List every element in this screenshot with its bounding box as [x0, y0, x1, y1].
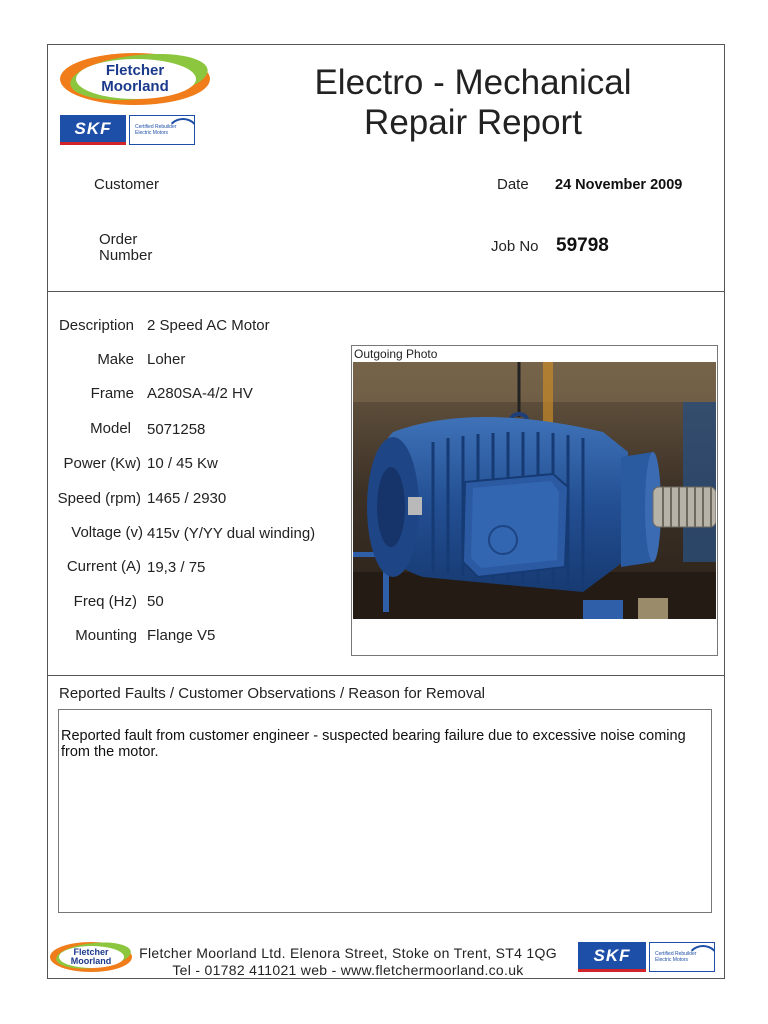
skf-cert-line2: Electric Motors: [135, 130, 169, 136]
footer-contact: Tel - 01782 411021 web - www.fletchermoorland.co.uk: [172, 962, 524, 978]
report-page: [47, 44, 725, 979]
spec-label-power: Power (Kw): [63, 455, 141, 472]
skf-mark: SKF: [60, 115, 126, 145]
faults-heading: Reported Faults / Customer Observations / Reason for Removal: [59, 685, 486, 702]
spec-value-model: 5071258: [147, 421, 206, 438]
skf-cert-badge: [129, 115, 195, 145]
header-divider: [48, 291, 724, 292]
faults-text: Reported fault from customer engineer - suspected bearing failure due to excessive noise coming from the motor.: [61, 728, 686, 760]
spec-divider: [48, 675, 724, 676]
spec-value-frame: A280SA-4/2 HV: [147, 385, 253, 402]
order-number-label: [99, 232, 152, 264]
spec-value-make: Loher: [147, 351, 186, 368]
footer-swoosh-icon: [686, 945, 715, 972]
footer-fm-line2: Moorland: [70, 956, 112, 966]
job-number-value: 59798: [556, 235, 609, 256]
date-value: 24 November 2009: [555, 177, 683, 193]
spec-label-make: Make: [97, 351, 134, 368]
swoosh-icon: [166, 118, 195, 145]
spec-value-description: 2 Speed AC Motor: [147, 317, 270, 334]
spec-label-mounting: Mounting: [75, 627, 137, 644]
spec-label-speed: Speed (rpm): [57, 490, 141, 507]
order-label-line2: Number: [99, 247, 153, 264]
spec-value-power: 10 / 45 Kw: [147, 455, 218, 472]
footer-skf-mark: SKF: [578, 942, 646, 972]
footer-skf-cert-badge: [649, 942, 715, 972]
spec-label-voltage: Voltage (v): [71, 524, 143, 541]
fm-logo-line2: Moorland: [101, 78, 169, 95]
spec-label-frame: Frame: [90, 385, 134, 402]
order-label-line1: Order: [99, 231, 138, 248]
report-title: [278, 63, 668, 143]
spec-value-current: 19,3 / 75: [147, 559, 206, 576]
fletcher-moorland-logo: [60, 53, 210, 105]
spec-value-freq: 50: [147, 593, 164, 610]
photo-caption: Outgoing Photo: [354, 347, 438, 361]
job-number-label: Job No: [491, 238, 539, 255]
spec-label-model: Model: [90, 420, 131, 437]
faults-text-box: [58, 709, 712, 913]
date-label: Date: [497, 176, 529, 193]
footer-fm-line1: Fletcher: [73, 946, 109, 957]
spec-value-voltage: 415v (Y/YY dual winding): [147, 525, 316, 542]
footer-skf-cert-line1: Certified Rebuilder: [655, 951, 697, 957]
footer-skf-certified-logo: [578, 942, 715, 972]
outgoing-photo-frame: [351, 345, 718, 656]
skf-cert-line1: Certified Rebuilder: [135, 124, 177, 130]
footer-address: Fletcher Moorland Ltd. Elenora Street, Stoke on Trent, ST4 1QG: [139, 945, 557, 961]
spec-label-freq: Freq (Hz): [73, 593, 137, 610]
customer-label: Customer: [94, 176, 160, 193]
motor-photo: [353, 362, 716, 619]
title-line2: Repair Report: [364, 103, 582, 142]
spec-label-description: Description: [58, 317, 134, 334]
fm-logo-line1: Fletcher: [105, 62, 165, 80]
footer-skf-cert-line2: Electric Motors: [655, 957, 689, 963]
spec-label-current: Current (A): [66, 558, 141, 575]
skf-certified-logo: [60, 115, 195, 145]
title-line1: Electro - Mechanical: [314, 63, 632, 102]
spec-value-mounting: Flange V5: [147, 627, 216, 644]
spec-value-speed: 1465 / 2930: [147, 490, 227, 507]
motor-illustration: [353, 362, 716, 619]
